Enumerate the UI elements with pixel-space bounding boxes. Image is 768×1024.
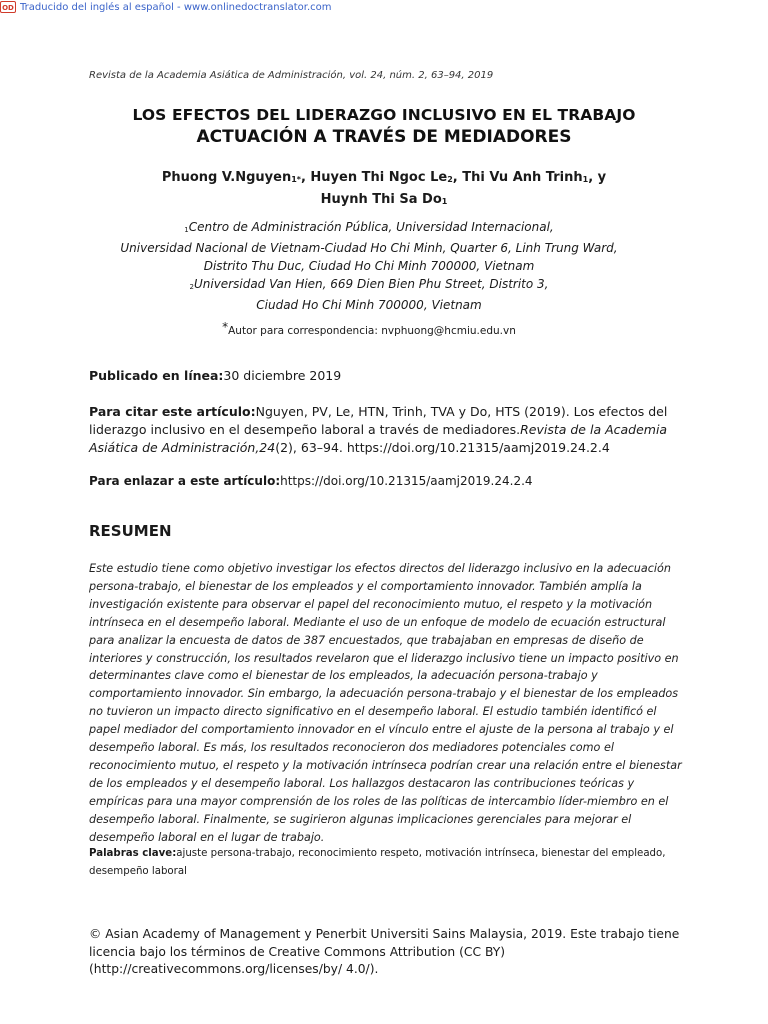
article-link xyxy=(89,474,533,488)
published-value: 30 diciembre 2019 xyxy=(223,368,342,383)
affiliation-text: Centro de Administración Pública, Universidad Internacional, xyxy=(188,220,554,234)
corresponding-email: Autor para correspondencia: nvphuong@hcmiu.edu.vn xyxy=(228,325,516,337)
author-name: Huynh Thi Sa Do xyxy=(320,192,442,207)
citation-text: Nguyen, PV, Le, HTN, Trinh, TVA y Do, HTS (2019). Los efectos del liderazgo inclusivo en el desempeño laboral a través de mediadores. xyxy=(89,404,668,437)
affiliations xyxy=(0,218,738,314)
citation-journal: Revista de la Academia Asiática de Administración,24 xyxy=(89,422,668,455)
affiliation-text: Universidad Van Hien, 669 Dien Bien Phu Street, Distrito 3, xyxy=(193,277,549,291)
citation-label: Para citar este artículo: xyxy=(89,404,256,419)
link-label: Para enlazar a este artículo: xyxy=(89,474,281,488)
affiliation-line: Ciudad Ho Chi Minh 700000, Vietnam xyxy=(256,298,482,312)
translator-banner xyxy=(0,0,332,14)
license-notice: © Asian Academy of Management y Penerbit Universiti Sains Malaysia, 2019. Este trabajo tiene licencia bajo los términos de Creative Commons Attribution (CC BY) (http://creativecommons.org/licenses/by/ 4.0/). xyxy=(89,927,680,976)
authors-line-1 xyxy=(0,168,768,190)
author-separator: , y xyxy=(588,170,607,185)
author-name: Phuong V.Nguyen xyxy=(161,170,292,185)
affiliation-mark: 2 xyxy=(189,283,194,291)
published-date xyxy=(89,368,341,383)
abstract-heading: RESUMEN xyxy=(89,522,172,540)
author-affiliation-mark: 1 xyxy=(441,197,448,206)
keywords xyxy=(89,845,679,880)
author-affiliation-mark: 2 xyxy=(447,175,453,184)
affiliation-mark: 1 xyxy=(184,226,189,234)
keywords-text: ajuste persona-trabajo, reconocimiento respeto, motivación intrínseca, bienestar del empleado, desempeño laboral xyxy=(89,848,666,877)
journal-reference: Revista de la Academia Asiática de Administración, vol. 24, núm. 2, 63–94, 2019 xyxy=(89,70,494,81)
affiliation-line: Distrito Thu Duc, Ciudad Ho Chi Minh 700000, Vietnam xyxy=(203,259,535,273)
asterisk-mark: * xyxy=(222,320,229,334)
translator-link[interactable]: Traducido del inglés al español - www.onlinedoctranslator.com xyxy=(20,1,332,13)
title-line-1: LOS EFECTOS DEL LIDERAZGO INCLUSIVO EN EL TRABAJO xyxy=(132,106,636,124)
author-name: , Thi Vu Anh Trinh xyxy=(452,170,583,185)
doi-link[interactable]: https://doi.org/10.21315/aamj2019.24.2.4 xyxy=(280,474,533,488)
author-list xyxy=(0,168,768,212)
authors-line-2 xyxy=(0,190,768,212)
title-line-2: ACTUACIÓN A TRAVÉS DE MEDIADORES xyxy=(196,127,572,147)
published-label: Publicado en línea: xyxy=(89,368,224,383)
citation-block xyxy=(89,403,669,457)
article-title xyxy=(0,104,768,148)
translator-logo-icon: OD xyxy=(0,1,16,13)
corresponding-author xyxy=(0,320,738,337)
affiliation-line xyxy=(0,275,738,296)
keywords-label: Palabras clave: xyxy=(89,848,177,859)
citation-doi[interactable]: (2), 63–94. https://doi.org/10.21315/aamj2019.24.2.4 xyxy=(275,440,610,455)
author-name: , Huyen Thi Ngoc Le xyxy=(300,170,448,185)
affiliation-line xyxy=(0,218,738,239)
abstract-text: Este estudio tiene como objetivo investigar los efectos directos del liderazgo inclusivo en la adecuación persona-trabajo, el bienestar de los empleados y el comportamiento innovador. También amplía la investigación existente para observar el papel del reconocimiento mutuo, el respeto y la motivación intrínseca en el desempeño laboral. Mediante el uso de un enfoque de modelo de ecuación estructural para analizar la encuesta de datos de 387 encuestados, que trabajaban en empresas de diseño de interiores y construcción, los resultados revelaron que el liderazgo inclusivo tiene un impacto positivo en determinantes clave como el bienestar de los empleados, la adecuación persona-trabajo y comportamiento innovador. Sin embargo, la adecuación persona-trabajo y el bienestar de los empleados no tuvieron un impacto directo significativo en el desempeño laboral. El estudio también identificó el papel mediador del comportamiento innovador en el vínculo entre el ajuste de la persona al trabajo y el desempeño laboral. Es más, los resultados reconocieron dos mediadores potenciales como el reconocimiento mutuo, el respeto y la motivación intrínseca podrían crear una relación entre el bienestar de los empleados y el desempeño laboral. Los hallazgos destacaron las contribuciones teóricas y empíricas para una mayor comprensión de los roles de las políticas de intercambio líder-miembro en el desempeño laboral. Finalmente, se sugirieron algunas implicaciones gerenciales para mejorar el desempeño laboral en el lugar de trabajo. xyxy=(89,562,682,844)
author-affiliation-mark: 1 xyxy=(582,175,589,184)
affiliation-line: Universidad Nacional de Vietnam-Ciudad Ho Chi Minh, Quarter 6, Linh Trung Ward, xyxy=(120,241,618,255)
author-affiliation-mark: 1* xyxy=(291,175,301,184)
